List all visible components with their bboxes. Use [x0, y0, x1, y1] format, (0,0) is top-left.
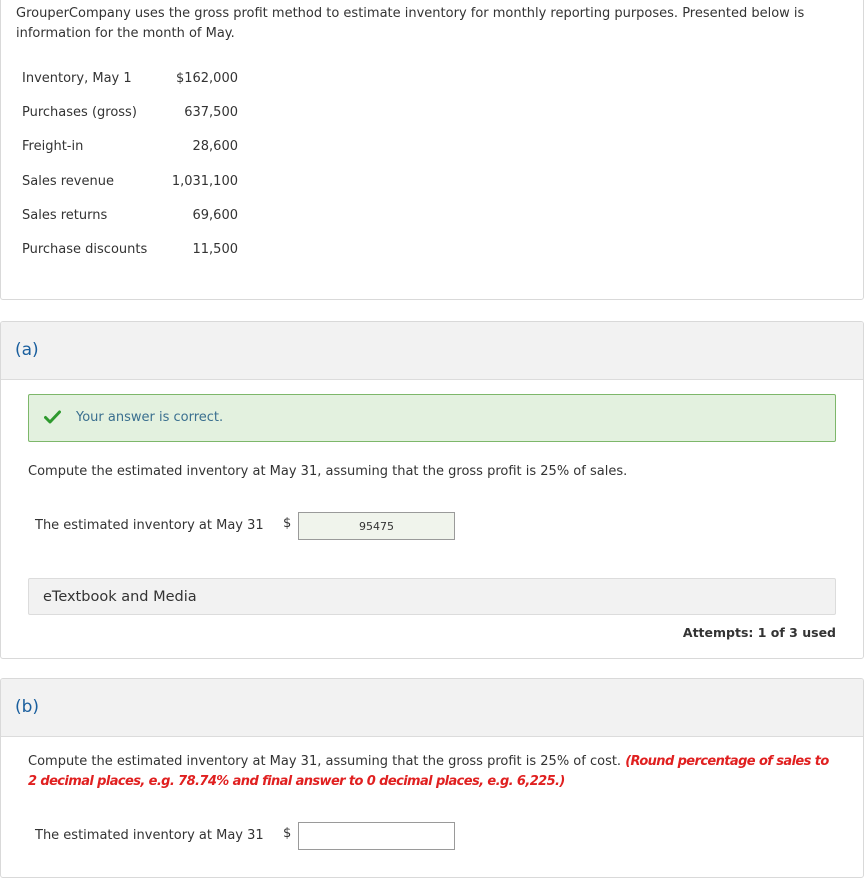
- info-label: Purchase discounts: [22, 242, 148, 257]
- correct-answer-text: Your answer is correct.: [76, 410, 224, 425]
- info-value: $162,000: [175, 71, 238, 86]
- part-a-answer-input[interactable]: [298, 512, 455, 540]
- info-label: Inventory, May 1: [22, 71, 132, 86]
- part-b-question-text: Compute the estimated inventory at May 31, assuming that the gross profit is 25% of cost.: [28, 754, 622, 769]
- etextbook-media-toggle[interactable]: [28, 578, 836, 615]
- part-b-answer-input[interactable]: [298, 822, 455, 850]
- part-a-answer-label: The estimated inventory at May 31: [35, 518, 264, 533]
- part-a-panel: [0, 321, 864, 659]
- problem-statement: GrouperCompany uses the gross profit method to estimate inventory for monthly reporting purposes. Presented below is information for the month of May.: [16, 6, 805, 41]
- info-row-sales-returns: [22, 206, 238, 226]
- info-value: 637,500: [184, 105, 238, 120]
- part-b-panel: [0, 678, 864, 878]
- part-b-header: [1, 679, 863, 737]
- info-row-purchase-discounts: [22, 240, 238, 260]
- problem-info-panel: [0, 0, 864, 300]
- etextbook-media-label: eTextbook and Media: [43, 589, 197, 605]
- info-row-freight-in: [22, 137, 238, 157]
- part-b-answer-label: The estimated inventory at May 31: [35, 828, 264, 843]
- info-label: Sales returns: [22, 208, 108, 223]
- part-b-currency: $: [283, 826, 292, 841]
- info-label: Purchases (gross): [22, 105, 137, 120]
- info-label: Freight-in: [22, 139, 84, 154]
- part-a-question: Compute the estimated inventory at May 31, assuming that the gross profit is 25% of sales.: [28, 464, 628, 479]
- info-value: 1,031,100: [171, 174, 238, 189]
- info-value: 69,600: [192, 208, 238, 223]
- correct-answer-banner: [28, 394, 836, 442]
- info-value: 28,600: [192, 139, 238, 154]
- info-value: 11,500: [192, 242, 238, 257]
- checkmark-icon: [44, 410, 61, 424]
- part-a-letter: (a): [15, 340, 39, 360]
- part-b-question: [28, 752, 838, 792]
- part-a-header: [1, 322, 863, 380]
- info-label: Sales revenue: [22, 174, 114, 189]
- rounding-instruction: (Round percentage of sales to 2 decimal places, e.g. 78.74% and final answer to 0 decimal places, e.g. 6,225.): [28, 754, 829, 789]
- part-b-letter: (b): [15, 697, 40, 717]
- part-a-currency: $: [283, 516, 292, 531]
- info-row-sales-revenue: [22, 172, 238, 192]
- info-row-inventory: [22, 69, 238, 89]
- info-row-purchases: [22, 103, 238, 123]
- attempts-counter: Attempts: 1 of 3 used: [682, 625, 836, 640]
